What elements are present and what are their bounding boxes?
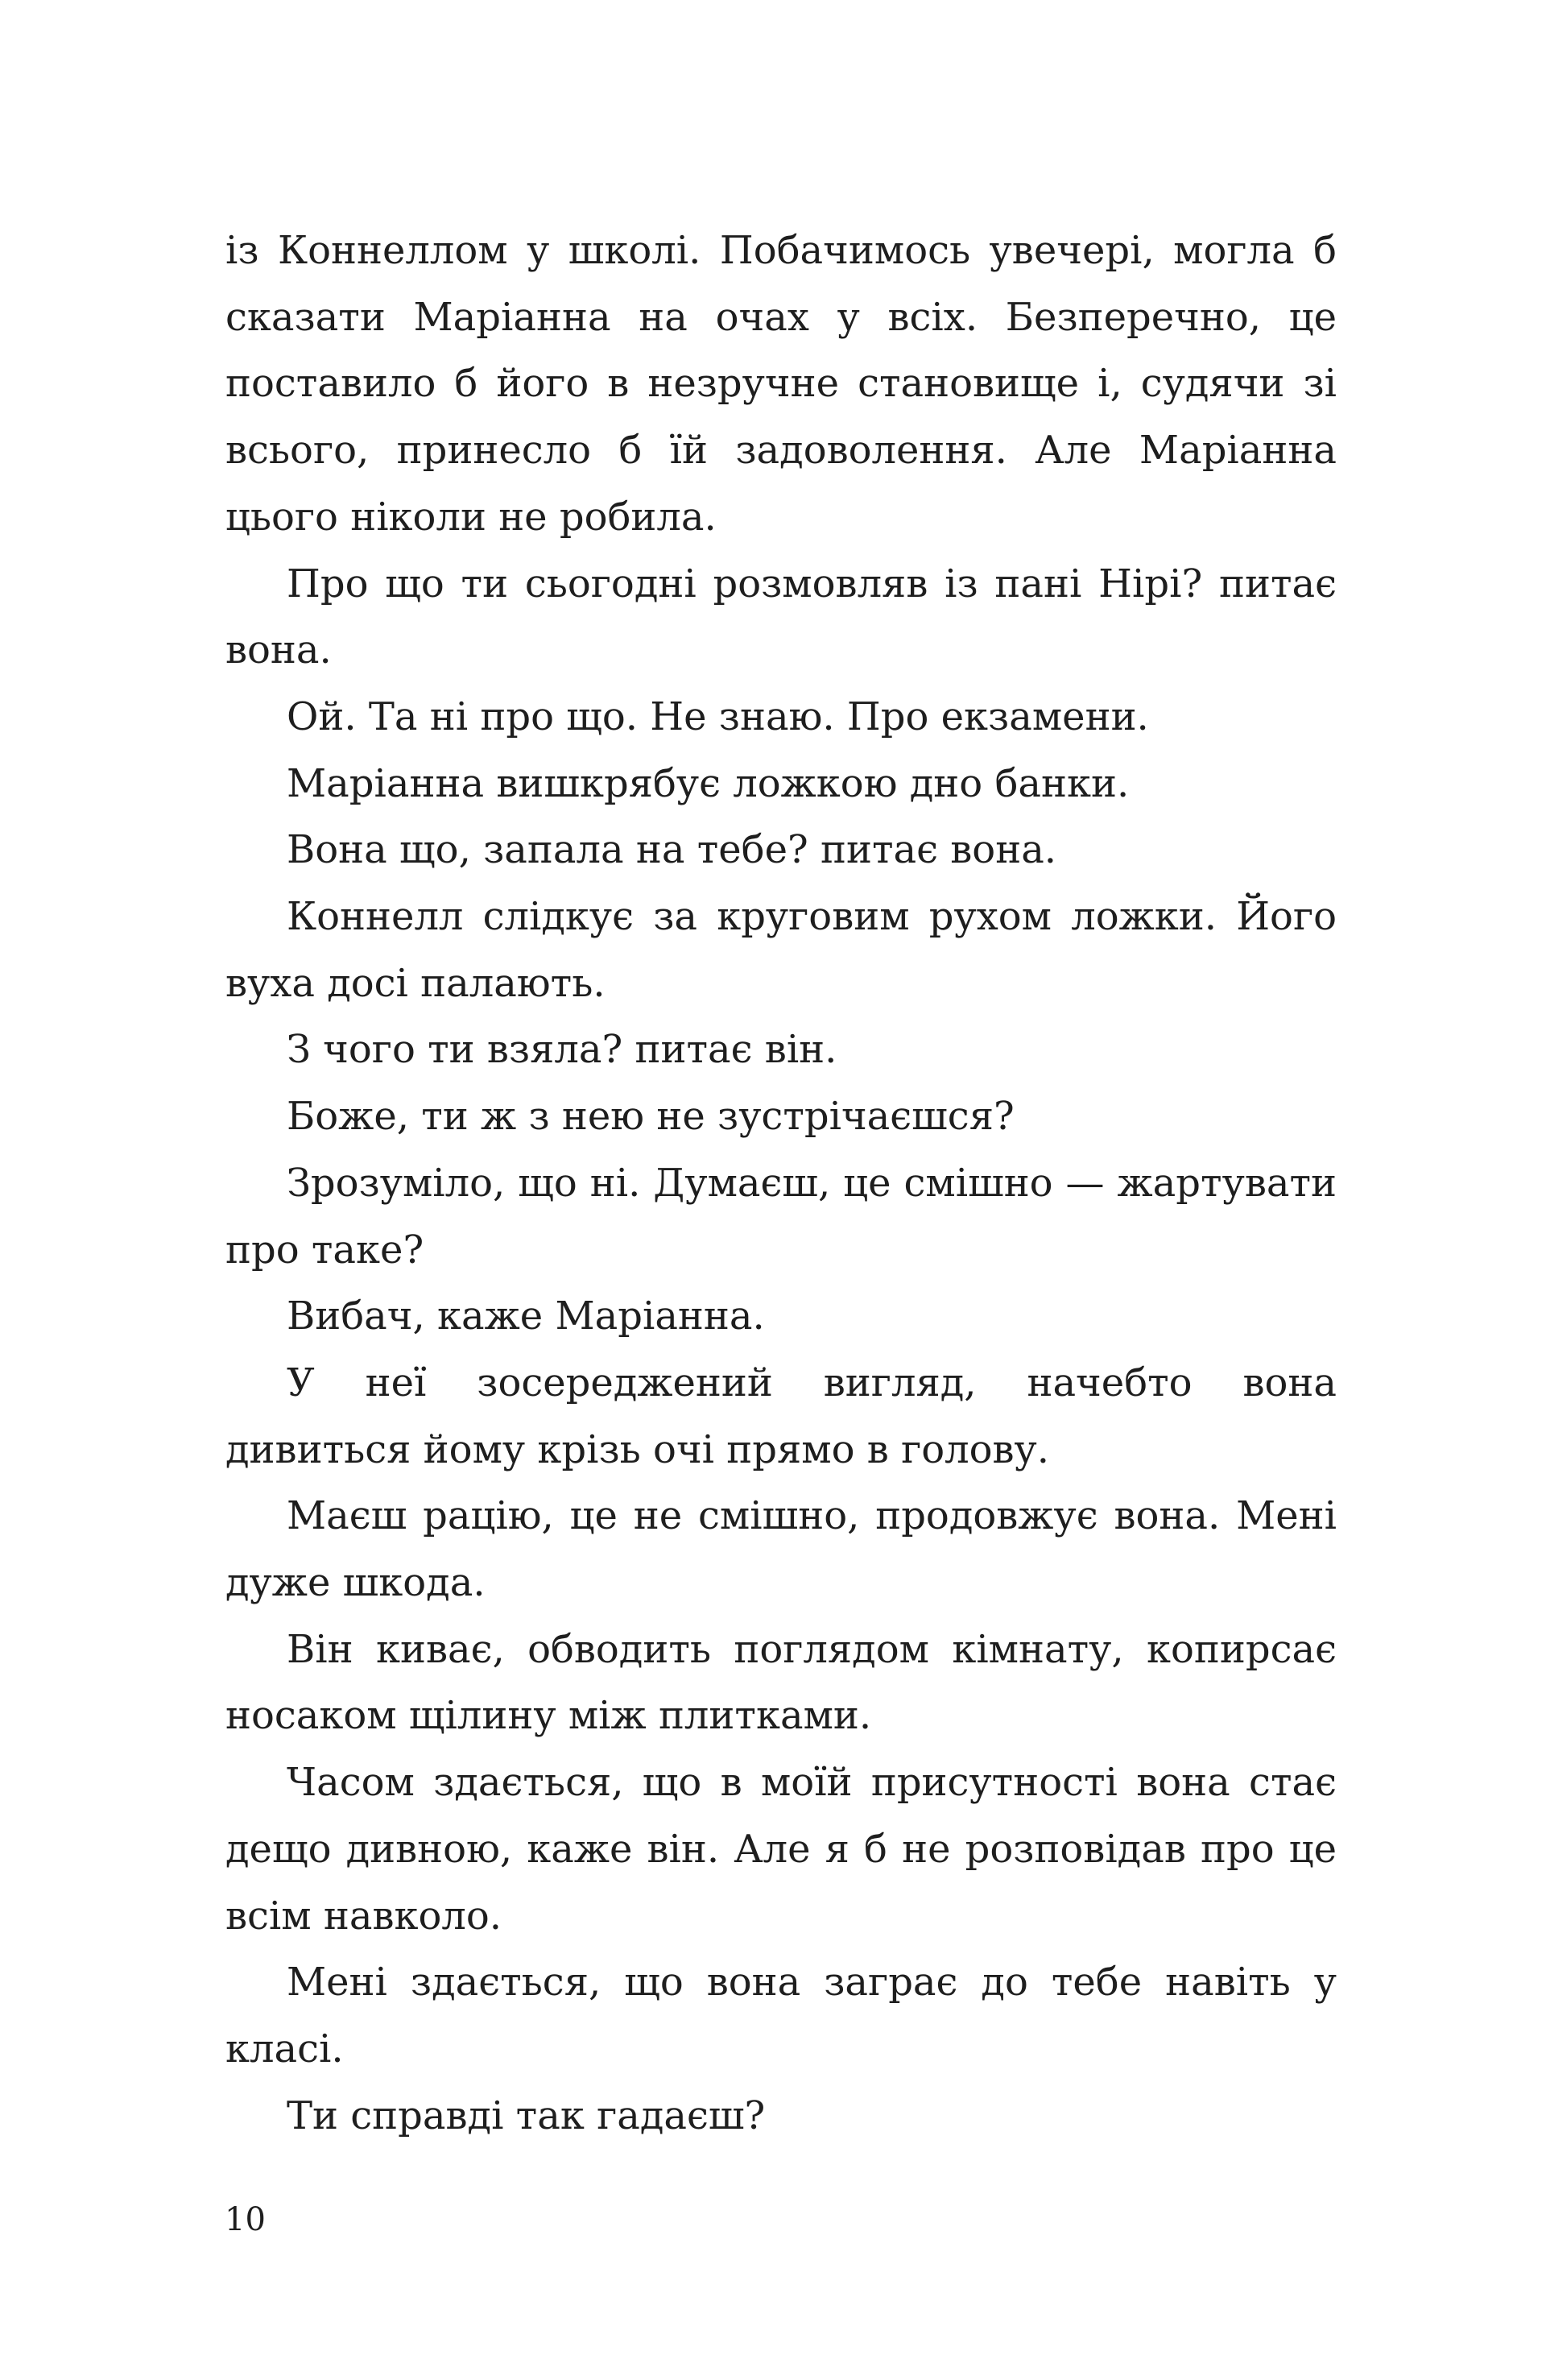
paragraph: Маєш рацію, це не смішно, продовжує вона. Мені дуже шкода. bbox=[225, 1493, 1337, 1606]
paragraph: Мені здається, що вона заграє до тебе навіть у класі. bbox=[225, 1960, 1337, 2072]
page-number: 10 bbox=[225, 2201, 266, 2238]
paragraph: Про що ти сьогодні розмовляв із пані Нірі? питає вона. bbox=[225, 561, 1337, 673]
paragraph: Він киває, обводить поглядом кімнату, копирсає носаком щілину між плитками. bbox=[225, 1626, 1337, 1739]
paragraph: Боже, ти ж з нею не зустрічаєшся? bbox=[287, 1094, 1015, 1140]
paragraph: Ти справді так гадаєш? bbox=[287, 2092, 766, 2138]
paragraph-continuation: із Коннеллом у школі. Побачимось увечері, могла б сказати Маріанна на очах у всіх. Безперечно, це поставило б його в незручне становище і, судячи зі всього, принесло б їй задоволення. Але Маріанна цього ніколи не робила. bbox=[225, 228, 1337, 540]
body-text bbox=[225, 217, 1337, 2149]
paragraph: З чого ти взяла? питає він. bbox=[287, 1027, 837, 1073]
paragraph: Часом здається, що в моїй присутності вона стає дещо дивною, каже він. Але я б не розповідав про це всім навколо. bbox=[225, 1760, 1337, 1939]
paragraph: Зрозуміло, що ні. Думаєш, це смішно — жартувати про таке? bbox=[225, 1160, 1337, 1273]
paragraph: Ой. Та ні про що. Не знаю. Про екзамени. bbox=[287, 693, 1149, 739]
paragraph: Вона що, запала на тебе? питає вона. bbox=[287, 827, 1057, 873]
paragraph: У неї зосереджений вигляд, начебто вона дивиться йому крізь очі прямо в голову. bbox=[225, 1360, 1337, 1472]
paragraph: Коннелл слідкує за круговим рухом ложки. Його вуха досі палають. bbox=[225, 894, 1337, 1006]
paragraph: Вибач, каже Маріанна. bbox=[287, 1293, 765, 1339]
paragraph: Маріанна вишкрябує ложкою дно банки. bbox=[287, 760, 1130, 806]
